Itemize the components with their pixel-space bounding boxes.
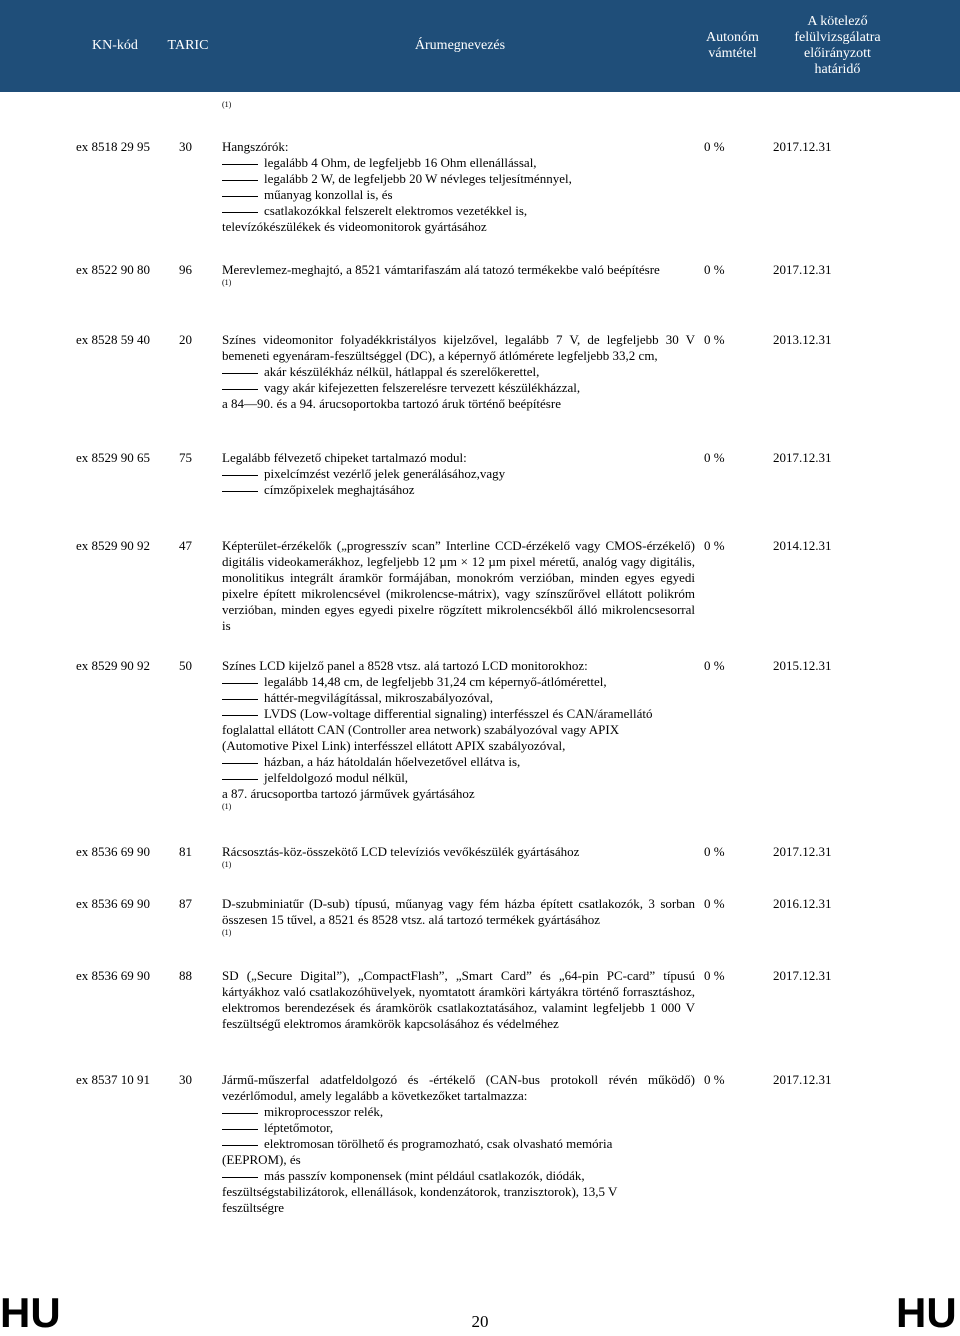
description-text: Képterület-érzékelők („progresszív scan” Interline CCD-érzékelő vagy CMOS-érzékelő) digitális videokamerákhoz, legfeljebb 12 µm × 12 µm pixel méretű, analóg vagy digitális, monolitikus integrált áramkör formájában, monokróm verzióban, minden egyes egyedi pixelre épített mikrolencsével (mikrolencse-mátrix), vagy színszűrővel ellátott polikróm verzióban, minden egyes egyedi pixelre rögzített mikrolencsékből álló mikrolencsesorral is xyxy=(222,538,695,633)
dash-mark xyxy=(222,389,258,390)
dash-mark xyxy=(222,683,258,684)
description-text: D-szubminiatűr (D-sub) típusú, műanyag vagy fém házba épített csatlakozók, 3 sorban összesen 15 tűvel, a 8521 és 8528 vtsz. alá tartozó termékek gyártásához xyxy=(222,896,695,927)
duty-rate: 0 % xyxy=(704,658,725,673)
review-date: 2015.12.31 xyxy=(773,658,832,673)
dash-mark xyxy=(222,1177,258,1178)
page-number: 20 xyxy=(471,1312,489,1331)
taric-code: 87 xyxy=(179,896,192,911)
indent-item-text: háttér-megvilágítással, mikroszabályozóval, xyxy=(264,690,493,705)
table-header xyxy=(0,0,960,92)
duty-rate: 0 % xyxy=(704,844,725,859)
cn-code: ex 8529 90 65 xyxy=(76,450,151,465)
indent-item-text: címzőpixelek meghajtásához xyxy=(264,482,415,497)
header-footnote: (1) xyxy=(222,100,232,109)
description-line: (Automotive Pixel Link) interfésszel ellátott APIX szabályozóval, xyxy=(222,738,566,753)
duty-rate: 0 % xyxy=(704,968,725,983)
description xyxy=(222,844,695,870)
indent-item-text: léptetőmotor, xyxy=(264,1120,334,1135)
duty-rate: 0 % xyxy=(704,262,725,277)
indent-item-text: elektromosan törölhető és programozható, csak olvasható memória xyxy=(264,1136,613,1151)
cn-code: ex 8518 29 95 xyxy=(76,139,151,154)
footnote-ref: (1) xyxy=(222,802,232,811)
description xyxy=(222,896,695,938)
taric-code: 96 xyxy=(179,262,192,277)
indent-item-text: legalább 2 W, de legfeljebb 20 W névleges teljesítménnyel, xyxy=(264,171,572,186)
review-date: 2017.12.31 xyxy=(773,1072,832,1087)
cn-code: ex 8536 69 90 xyxy=(76,844,151,859)
indent-item xyxy=(222,466,695,482)
description-text: SD („Secure Digital”), „CompactFlash”, „Smart Card” és „64-pin PC-card” típusú kártyákhoz való csatlakozóhüvelyek, nyomtatott áramköri kártyákra történő forrasztáshoz, elektromos berendezések és áramkörök csatlakoztatásához, valamint legfeljebb 1 000 V feszültségű elektromos áramkörök kapcsolásához és védelméhez xyxy=(222,968,695,1031)
indent-item-text: jelfeldolgozó modul nélkül, xyxy=(264,770,409,785)
indent-item xyxy=(222,171,695,187)
dash-mark xyxy=(222,715,258,716)
dash-mark xyxy=(222,180,258,181)
cn-code: ex 8528 59 40 xyxy=(76,332,151,347)
indent-item xyxy=(222,1168,695,1184)
description xyxy=(222,968,695,1032)
description-line: televízókészülékek és videomonitorok gyártásához xyxy=(222,219,487,234)
cn-code: ex 8529 90 92 xyxy=(76,658,151,673)
duty-rate: 0 % xyxy=(704,332,725,347)
review-date: 2014.12.31 xyxy=(773,538,832,553)
duty-rate: 0 % xyxy=(704,139,725,154)
dash-mark xyxy=(222,212,258,213)
indent-item-text: mikroprocesszor relék, xyxy=(264,1104,384,1119)
description-line: a 87. árucsoportba tartozó járművek gyártásához xyxy=(222,786,475,801)
dash-mark xyxy=(222,164,258,165)
indent-item-text: csatlakozókkal felszerelt elektromos vezetékkel is, xyxy=(264,203,528,218)
indent-item-text: pixelcímzést vezérlő jelek generálásához,vagy xyxy=(264,466,506,481)
indent-item xyxy=(222,690,695,706)
cn-code: ex 8536 69 90 xyxy=(76,968,151,983)
dash-mark xyxy=(222,1129,258,1130)
header-rate: Autonóm vámtétel xyxy=(706,30,759,61)
header-review-date: A kötelező felülvizsgálatra előirányzott határidő xyxy=(794,14,881,77)
description xyxy=(222,262,695,288)
review-date: 2017.12.31 xyxy=(773,139,832,154)
description xyxy=(222,538,695,634)
description-text: Színes videomonitor folyadékkristályos kijelzővel, legalább 7 V, de legfeljebb 30 V bemeneti egyenáram-feszültséggel (DC), a képernyő átlómérete legfeljebb 33,2 cm, xyxy=(222,332,695,363)
taric-code: 88 xyxy=(179,968,192,983)
taric-code: 30 xyxy=(179,139,192,154)
review-date: 2017.12.31 xyxy=(773,262,832,277)
indent-item-text: műanyag konzollal is, és xyxy=(264,187,393,202)
description-text: Rácsosztás-köz-összekötő LCD televíziós vevőkészülék gyártásához xyxy=(222,844,580,859)
review-date: 2017.12.31 xyxy=(773,844,832,859)
dash-mark xyxy=(222,763,258,764)
description-line: foglalattal ellátott CAN (Controller area network) szabályozóval vagy APIX xyxy=(222,722,620,737)
indent-item-text: vagy akár kifejezetten felszerelésre tervezett készülékházzal, xyxy=(264,380,581,395)
dash-mark xyxy=(222,699,258,700)
duty-rate: 0 % xyxy=(704,1072,725,1087)
description xyxy=(222,658,695,812)
taric-code: 81 xyxy=(179,844,192,859)
indent-item xyxy=(222,155,695,171)
cn-code: ex 8522 90 80 xyxy=(76,262,151,277)
cn-code: ex 8537 10 91 xyxy=(76,1072,151,1087)
indent-item xyxy=(222,187,695,203)
indent-item xyxy=(222,706,695,722)
description-line: feszültségstabilizátorok, ellenállások, kondenzátorok, tranzisztorok), 13,5 V feszültségre xyxy=(222,1184,618,1215)
description xyxy=(222,450,695,498)
dash-mark xyxy=(222,475,258,476)
language-mark-left: HU xyxy=(0,1289,61,1336)
description-line: Legalább félvezető chipeket tartalmazó modul: xyxy=(222,450,467,465)
indent-item xyxy=(222,482,695,498)
indent-item xyxy=(222,1136,695,1152)
indent-item-text: legalább 4 Ohm, de legfeljebb 16 Ohm ellenállással, xyxy=(264,155,537,170)
language-mark-right: HU xyxy=(896,1289,957,1336)
dash-mark xyxy=(222,779,258,780)
description xyxy=(222,332,695,412)
review-date: 2017.12.31 xyxy=(773,968,832,983)
dash-mark xyxy=(222,1145,258,1146)
cn-code: ex 8529 90 92 xyxy=(76,538,151,553)
description xyxy=(222,1072,695,1216)
taric-code: 20 xyxy=(179,332,192,347)
taric-code: 50 xyxy=(179,658,192,673)
duty-rate: 0 % xyxy=(704,538,725,553)
description-text: Jármű-műszerfal adatfeldolgozó és -értékelő (CAN-bus protokoll révén működő) vezérlőmodul, amely legalább a következőket tartalmazza: xyxy=(222,1072,695,1103)
indent-item xyxy=(222,364,695,380)
description-line: Színes LCD kijelző panel a 8528 vtsz. alá tartozó LCD monitorokhoz: xyxy=(222,658,588,673)
taric-code: 75 xyxy=(179,450,192,465)
description xyxy=(222,139,695,235)
header-taric: TARIC xyxy=(167,38,209,53)
indent-item xyxy=(222,1120,695,1136)
indent-item-text: akár készülékház nélkül, hátlappal és szerelőkerettel, xyxy=(264,364,540,379)
indent-item xyxy=(222,754,695,770)
review-date: 2016.12.31 xyxy=(773,896,832,911)
indent-item xyxy=(222,770,695,786)
dash-mark xyxy=(222,196,258,197)
indent-item xyxy=(222,380,695,396)
review-date: 2017.12.31 xyxy=(773,450,832,465)
indent-item xyxy=(222,674,695,690)
indent-item-text: legalább 14,48 cm, de legfeljebb 31,24 cm képernyő-átlómérettel, xyxy=(264,674,607,689)
header-description: Árumegnevezés xyxy=(414,38,506,53)
indent-item-text: LVDS (Low-voltage differential signaling) interfésszel és CAN/áramellátó xyxy=(264,706,653,721)
dash-mark xyxy=(222,491,258,492)
taric-code: 30 xyxy=(179,1072,192,1087)
cn-code: ex 8536 69 90 xyxy=(76,896,151,911)
description-line: Hangszórók: xyxy=(222,139,289,154)
footnote-ref: (1) xyxy=(222,860,232,869)
description-text: Merevlemez-meghajtó, a 8521 vámtarifaszám alá tatozó termékekbe való beépítésre xyxy=(222,262,660,277)
indent-item-text: házban, a ház hátoldalán hőelvezetővel ellátva is, xyxy=(264,754,521,769)
review-date: 2013.12.31 xyxy=(773,332,832,347)
footnote-ref: (1) xyxy=(222,278,232,287)
dash-mark xyxy=(222,1113,258,1114)
duty-rate: 0 % xyxy=(704,896,725,911)
indent-item-text: más passzív komponensek (mint például csatlakozók, diódák, xyxy=(264,1168,585,1183)
dash-mark xyxy=(222,373,258,374)
header-kn-code: KN-kód xyxy=(92,38,138,53)
description-line: a 84—90. és a 94. árucsoportokba tartozó áruk történő beépítésre xyxy=(222,396,561,411)
indent-item xyxy=(222,1104,695,1120)
footnote-ref: (1) xyxy=(222,928,232,937)
duty-rate: 0 % xyxy=(704,450,725,465)
indent-item xyxy=(222,203,695,219)
description-line: (EEPROM), és xyxy=(222,1152,301,1167)
taric-code: 47 xyxy=(179,538,192,553)
